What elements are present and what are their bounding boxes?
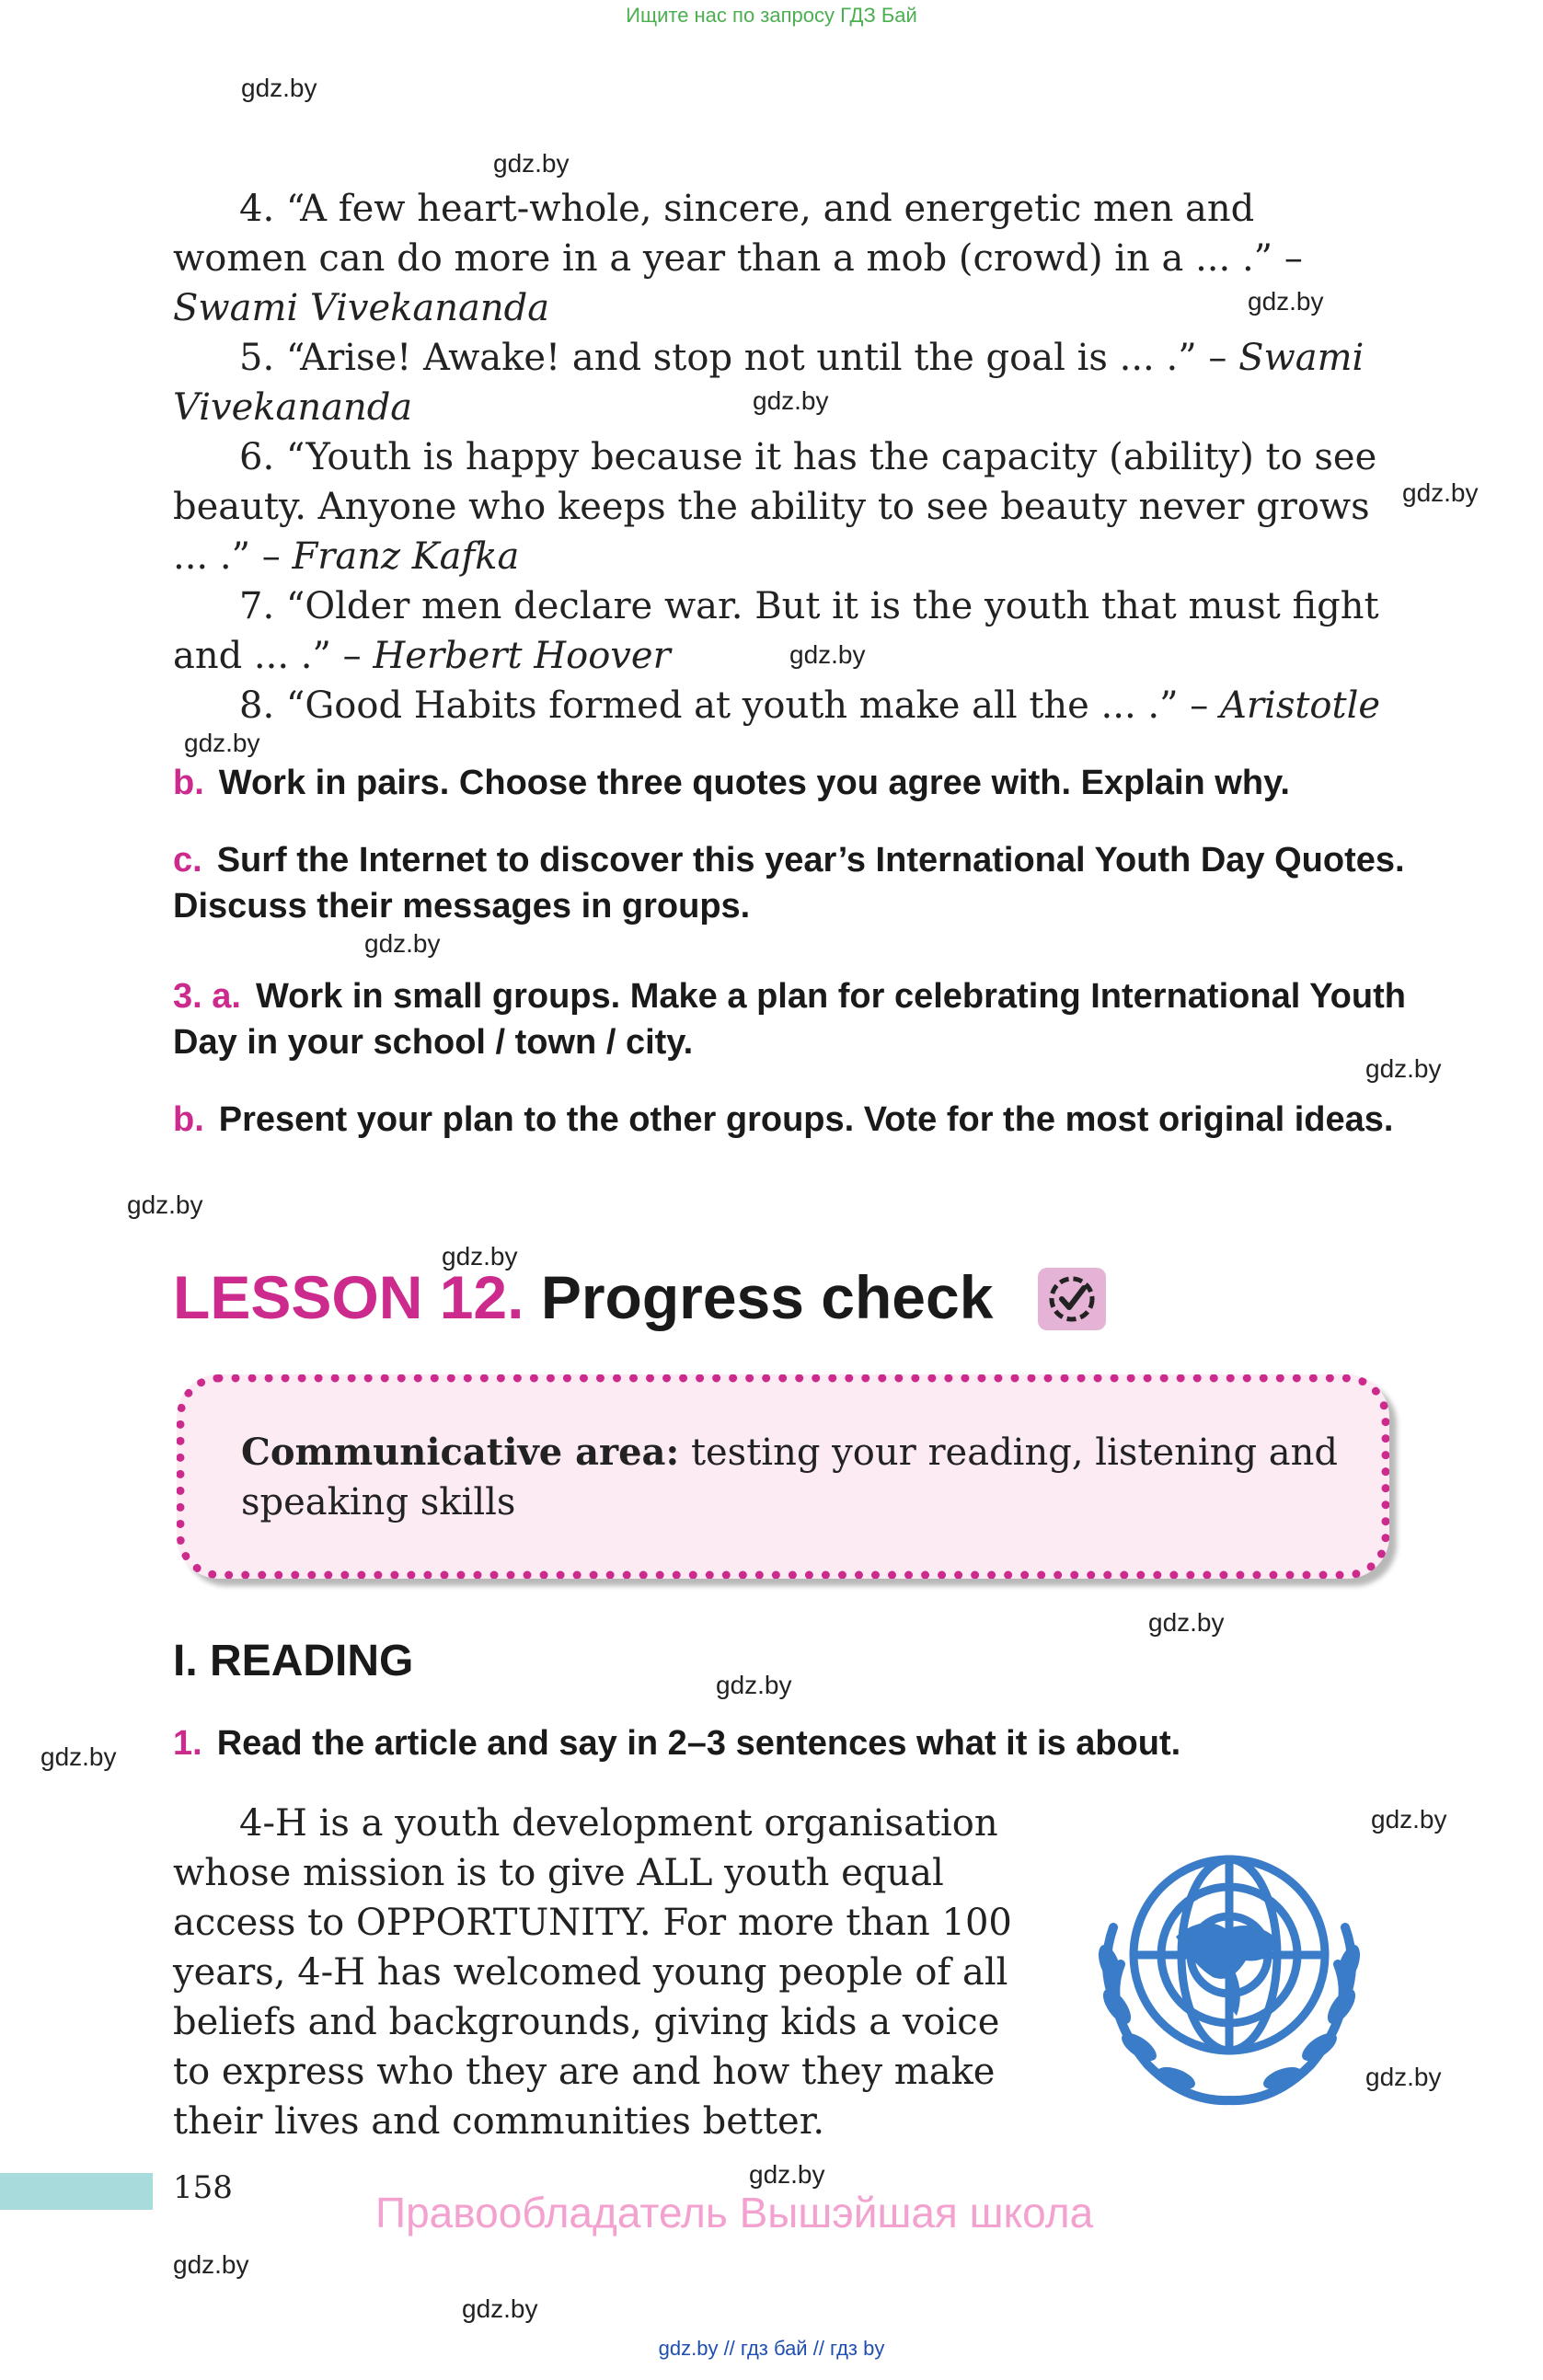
quote-text: “Good Habits formed at youth make all the ... .” – <box>285 684 1209 727</box>
top-banner: Ищите нас по запросу ГДЗ Бай <box>626 4 917 27</box>
page-number-strip <box>0 2173 153 2210</box>
quote-text: “Older men declare war. But it is the youth that must fight and ... .” – <box>173 585 1379 677</box>
task-b-pairs <box>173 760 1406 806</box>
communicative-area-text <box>241 1428 1345 1527</box>
quote-text: “Arise! Awake! and stop not until the goal is ... .” – <box>285 337 1227 379</box>
task-c-internet <box>173 837 1406 929</box>
watermark: gdz.by <box>753 386 829 415</box>
reading-task <box>173 1720 1406 1766</box>
watermark: gdz.by <box>1148 1608 1225 1637</box>
watermark: gdz.by <box>241 74 317 102</box>
quote-author: Swami Vivekananda <box>173 287 550 329</box>
quote-4 <box>173 184 1397 333</box>
watermark: gdz.by <box>1402 478 1479 507</box>
task-letter: b. <box>173 764 204 802</box>
task-text: Read the article and say in 2–3 sentences what it is about. <box>216 1724 1181 1763</box>
page-number: 158 <box>173 2169 233 2206</box>
quote-8 <box>173 681 1397 730</box>
watermark: gdz.by <box>1371 1805 1447 1834</box>
watermark: gdz.by <box>1248 287 1324 316</box>
section-heading: I. READING <box>173 1637 414 1685</box>
lesson-title <box>173 1262 993 1332</box>
quote-number: 7. <box>239 585 275 627</box>
quote-text: “A few heart-whole, sincere, and energetic men and women can do more in a year than a mob (crowd) in a ... .” – <box>173 188 1303 280</box>
watermark: gdz.by <box>493 149 570 178</box>
article-text <box>173 1799 1038 2146</box>
watermark: gdz.by <box>749 2160 825 2189</box>
quote-author: Aristotle <box>1220 684 1381 727</box>
task-text: Work in pairs. Choose three quotes you agree with. Explain why. <box>218 764 1290 802</box>
watermark: gdz.by <box>442 1242 518 1270</box>
communicative-label: Communicative area: <box>241 1431 680 1474</box>
lesson-number: LESSON 12. <box>173 1263 524 1331</box>
watermark: gdz.by <box>173 2250 249 2279</box>
task-text: Surf the Internet to discover this year’s International Youth Day Quotes. Discuss their messages in groups. <box>173 841 1405 926</box>
watermark: gdz.by <box>364 929 441 958</box>
task-text: Work in small groups. Make a plan for celebrating International Youth Day in your school / town / city. <box>173 977 1406 1062</box>
quote-number: 4. <box>239 188 275 230</box>
task-b-present <box>173 1097 1406 1143</box>
quote-number: 6. <box>239 436 275 478</box>
watermark: gdz.by <box>716 1671 792 1699</box>
quote-author: Swami Vivekananda <box>173 337 1365 429</box>
watermark: gdz.by <box>789 640 866 669</box>
watermark: gdz.by <box>462 2294 538 2323</box>
quote-5 <box>173 333 1397 432</box>
copyright-notice: Правообладатель Вышэйшая школа <box>375 2189 1094 2236</box>
quote-author: Herbert Hoover <box>373 635 671 677</box>
quote-author: Franz Kafka <box>292 535 520 578</box>
footer-links: gdz.by // гдз бай // гдз by <box>658 2337 885 2360</box>
watermark: gdz.by <box>40 1742 117 1771</box>
task-3a-plan <box>173 973 1406 1065</box>
quote-7 <box>173 581 1397 681</box>
task-number: 1. <box>173 1724 202 1763</box>
quote-number: 8. <box>239 684 275 727</box>
quote-6 <box>173 432 1397 581</box>
lesson-name: Progress check <box>540 1263 994 1331</box>
communicative-description: testing your reading, listening and speaking skills <box>241 1431 1338 1523</box>
watermark: gdz.by <box>1365 1054 1442 1083</box>
article-paragraph: 4-H is a youth development organisation whose mission is to give ALL youth equal access to OPPORTUNITY. For more than 100 years, 4-H has welcomed young people of all beliefs and backgrounds, giving kids a voice to express who they are and how they make their lives and communities better. <box>173 1802 1012 2143</box>
quote-number: 5. <box>239 337 275 379</box>
task-letter: 3. a. <box>173 977 241 1016</box>
watermark: gdz.by <box>184 729 260 757</box>
task-letter: b. <box>173 1100 204 1139</box>
watermark: gdz.by <box>127 1190 203 1219</box>
task-letter: c. <box>173 841 202 880</box>
un-emblem-icon <box>1065 1826 1393 2113</box>
quote-text: “Youth is happy because it has the capacity (ability) to see beauty. Anyone who keeps the ability to see beauty never grows ... .” – <box>173 436 1377 578</box>
watermark: gdz.by <box>1365 2063 1442 2091</box>
progress-check-icon <box>1038 1268 1106 1330</box>
task-text: Present your plan to the other groups. Vote for the most original ideas. <box>218 1100 1394 1139</box>
